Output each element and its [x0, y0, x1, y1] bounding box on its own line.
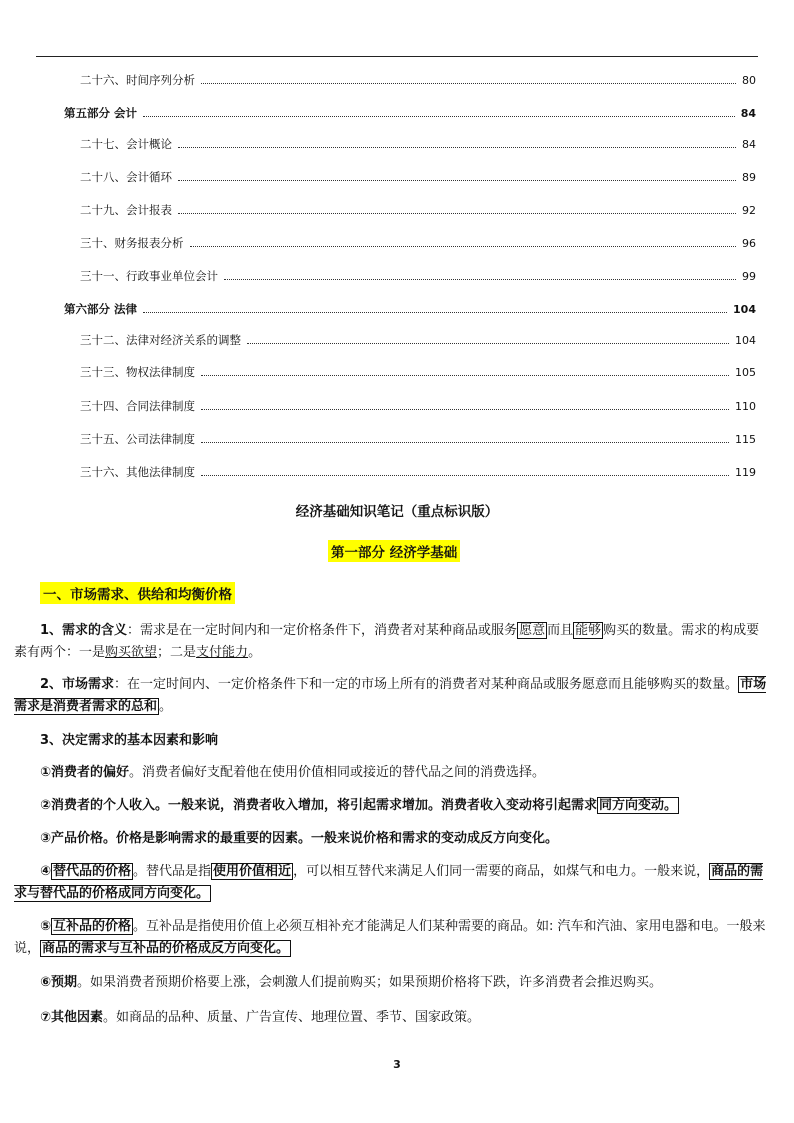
section-heading: 一、市场需求、供给和均衡价格 [40, 582, 235, 604]
text: 。替代品是指 [133, 864, 212, 879]
document-title: 经济基础知识笔记（重点标识版） [295, 504, 499, 520]
toc-entry-page: 115 [735, 433, 756, 446]
toc-entry[interactable] [80, 464, 756, 480]
boxed-term: 商品的需求与互补品的价格成反方向变化。 [42, 941, 290, 956]
text: 。价格是影响需求的最重要的因素。一般来说价格和需求的变动成反方向变化。 [103, 831, 559, 846]
boxed-term: 同方向变动。 [599, 798, 678, 813]
toc-entry-title: 三十四、合同法律制度 [80, 399, 195, 413]
toc-entry-page: 99 [742, 270, 756, 283]
toc-part-title: 第六部分 法律 [64, 302, 138, 316]
text: 。如果消费者预期价格要上涨，会刺激人们提前购买；如果预期价格将下跌，许多消费者会推迟购买。 [77, 975, 663, 990]
toc-leader [178, 204, 736, 214]
toc-leader [201, 74, 736, 84]
underlined-term: 购买欲望 [105, 645, 158, 660]
toc-entry-title: 三十五、公司法律制度 [80, 432, 195, 446]
toc-entry-title: 三十二、法律对经济关系的调整 [80, 333, 241, 347]
text: 。如商品的品种、质量、广告宣传、地理位置、季节、国家政策。 [103, 1010, 481, 1025]
text: 。消费者偏好支配着他在使用价值相同或接近的替代品之间的消费选择。 [129, 765, 546, 780]
toc-entry-title: 二十六、时间序列分析 [80, 73, 195, 87]
boxed-term: 市场需求是消费者需求的总和 [14, 677, 767, 714]
text: ：需求是在一定时间内和一定价格条件下，消费者对某种商品或服务 [127, 623, 518, 638]
page-number: 3 [393, 1058, 401, 1071]
underlined-term: 支付能力 [196, 645, 249, 660]
toc-entry-page: 119 [735, 466, 756, 479]
paragraph-market-demand [14, 674, 770, 718]
factor-marker: ⑤ [40, 919, 52, 934]
boxed-term: 能够 [575, 623, 602, 638]
boxed-term: 商品的需求与替代品的价格成同方向变化。 [14, 864, 764, 901]
toc-entry-page: 96 [742, 237, 756, 250]
toc-entry[interactable] [80, 235, 756, 251]
toc-entry-page: 80 [742, 74, 756, 87]
toc-leader [143, 303, 727, 313]
toc-leader [178, 171, 736, 181]
factor-income [14, 795, 770, 817]
factor-price [14, 828, 770, 850]
boxed-term: 愿意 [519, 623, 546, 638]
text: 而且 [547, 623, 574, 638]
factor-lead: ⑦其他因素 [40, 1010, 104, 1025]
factor-lead: ⑥预期 [40, 975, 78, 990]
toc-part[interactable] [64, 301, 756, 317]
toc-leader [247, 334, 729, 344]
factor-lead: ①消费者的偏好 [40, 765, 130, 780]
toc-leader [224, 270, 736, 280]
toc-entry[interactable] [80, 268, 756, 284]
boxed-term: 替代品的价格 [53, 864, 132, 879]
header-rule [36, 56, 758, 57]
toc-part-title: 第五部分 会计 [64, 106, 138, 120]
toc-leader [178, 138, 736, 148]
text: 。互补品是指使用价值上必须互相补充才能满足人们某种需要的商品。如: 汽车和汽油、家用电器和电。一般来说， [14, 919, 766, 956]
toc-entry-title: 三十三、物权法律制度 [80, 365, 195, 379]
paragraph-factors-heading: 3、决定需求的基本因素和影响 [40, 733, 219, 748]
toc-entry-page: 105 [735, 366, 756, 379]
toc-entry[interactable] [80, 202, 756, 218]
toc-entry-page: 110 [735, 400, 756, 413]
toc-entry-page: 104 [735, 334, 756, 347]
toc-entry[interactable] [80, 169, 756, 185]
toc-entry-title: 三十六、其他法律制度 [80, 465, 195, 479]
toc-entry-title: 二十七、会计概论 [80, 137, 172, 151]
toc-entry-page: 89 [742, 171, 756, 184]
toc-entry[interactable] [80, 72, 756, 88]
toc-entry-page: 84 [742, 138, 756, 151]
factor-expectations [14, 972, 770, 994]
toc-leader [201, 366, 729, 376]
toc-leader [190, 237, 737, 247]
toc-entry-title: 二十八、会计循环 [80, 170, 172, 184]
part-title: 第一部分 经济学基础 [328, 540, 460, 562]
factor-marker: ④ [40, 864, 52, 879]
toc-leader [143, 107, 735, 117]
toc-part-page: 104 [733, 303, 756, 316]
toc-entry-title: 三十、财务报表分析 [80, 236, 184, 250]
text: 。 [159, 699, 173, 714]
toc-part-page: 84 [740, 107, 756, 120]
text: ：在一定时间内、一定价格条件下和一定的市场上所有的消费者对某种商品或服务愿意而且能够购买的数量。 [114, 677, 739, 692]
factor-preference [14, 762, 770, 784]
text: ，可以相互替代来满足人们同一需要的商品，如煤气和电力。一般来说， [293, 864, 710, 879]
toc-entry-title: 二十九、会计报表 [80, 203, 172, 217]
factor-lead: ③产品价格 [40, 831, 104, 846]
toc-entry[interactable] [80, 364, 756, 380]
toc-leader [201, 400, 729, 410]
paragraph-demand-definition [14, 620, 770, 664]
factor-substitutes [14, 861, 770, 905]
toc-entry[interactable] [80, 136, 756, 152]
boxed-term: 使用价值相近 [213, 864, 292, 879]
text: ；二是 [157, 645, 197, 660]
toc-leader [201, 466, 729, 476]
toc-entry-title: 三十一、行政事业单位会计 [80, 269, 218, 283]
paragraph-lead: 2、市场需求 [40, 677, 115, 692]
text: 购买的数量。需求的构成要素有两个：一是 [14, 623, 760, 660]
toc-entry-page: 92 [742, 204, 756, 217]
text: ②消费者的个人收入。一般来说，消费者收入增加，将引起需求增加。消费者收入变动将引起需求 [40, 798, 598, 813]
toc-part[interactable] [64, 105, 756, 121]
boxed-term: 互补品的价格 [53, 919, 132, 934]
toc-entry[interactable] [80, 332, 756, 348]
toc-leader [201, 433, 729, 443]
factor-complements [14, 916, 770, 960]
factor-other [14, 1007, 770, 1029]
toc-entry[interactable] [80, 398, 756, 414]
text: 。 [248, 645, 262, 660]
toc-entry[interactable] [80, 431, 756, 447]
paragraph-lead: 1、需求的含义 [40, 623, 128, 638]
